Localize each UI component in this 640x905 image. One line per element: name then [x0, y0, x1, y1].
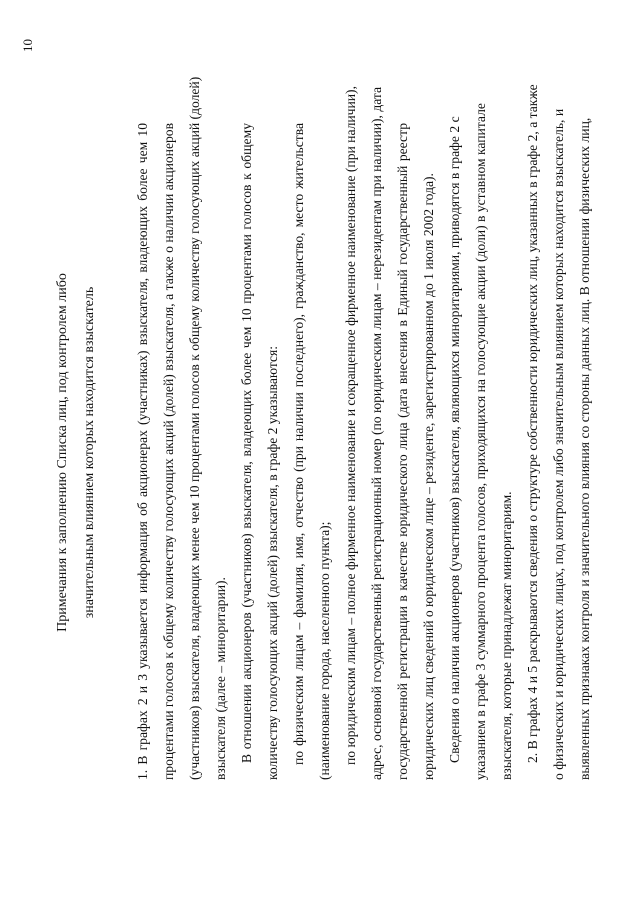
text-line: количеству голосующих акций (долей) взыскателя, в графе 2 указываются:: [265, 345, 280, 780]
text-line: В отношении акционеров (участников) взыскателя, владеющих более чем 10 процентами голосов к общему: [239, 123, 254, 763]
text-line: Сведения о наличии акционеров (участников) взыскателя, являющихся миноритариями, приводятся в графе 2 с: [447, 116, 462, 763]
text-line: адрес, основной государственный регистрационный номер (по юридическим лицам – нерезидентам при наличии), дата: [369, 86, 384, 780]
notes-title-line-1: Примечания к заполнению Списка лиц, под контролем либо: [55, 273, 70, 632]
page-number: 10: [20, 39, 35, 52]
text-line: взыскателя, которые принадлежат миноритариям.: [499, 491, 514, 780]
text-line: (наименование города, населенного пункта);: [317, 521, 332, 780]
text-line: государственной регистрации в качестве юридического лица (дата внесения в Единый государственный реестр: [395, 123, 410, 780]
text-line: о физических и юридических лицах, под контролем либо значительным влиянием которых находится взыскатель, и: [551, 108, 566, 780]
text-line: взыскателя (далее – миноритарии).: [213, 577, 228, 780]
text-line: по юридическим лицам – полное фирменное наименование и сокращенное фирменное наименование (при наличии),: [343, 86, 358, 765]
text-line: выявленных признаках контроля и значительного влияния со стороны данных лиц. В отношении физических лиц,: [577, 117, 592, 780]
notes-title-line-2: значительным влиянием которых находится взыскатель: [82, 286, 97, 619]
text-line: по физическим лицам – фамилия, имя, отчество (при наличии последнего), гражданство, место жительства: [291, 123, 306, 765]
text-line: процентами голосов к общему количеству голосующих акций (долей) взыскателя, а также о наличии акционеров: [161, 123, 176, 780]
text-line: юридических лиц сведений о юридическом лице – резиденте, зарегистрированном до 1 июля 2002 года).: [421, 173, 436, 780]
text-line: 1. В графах 2 и 3 указывается информация об акционерах (участниках) взыскателя, владеющих более чем 10: [135, 123, 150, 780]
text-line: 2. В графах 4 и 5 раскрываются сведения о структуре собственности юридических лиц, указанных в графе 2, а также: [525, 84, 540, 763]
text-line: указанием в графе 3 суммарного процента голосов, приходящихся на голосующие акции (доли) в уставном капитале: [473, 103, 488, 780]
text-line: (участников) взыскателя, владеющих менее чем 10 процентами голосов к общему количеству голосующих акций (долей): [187, 76, 202, 780]
